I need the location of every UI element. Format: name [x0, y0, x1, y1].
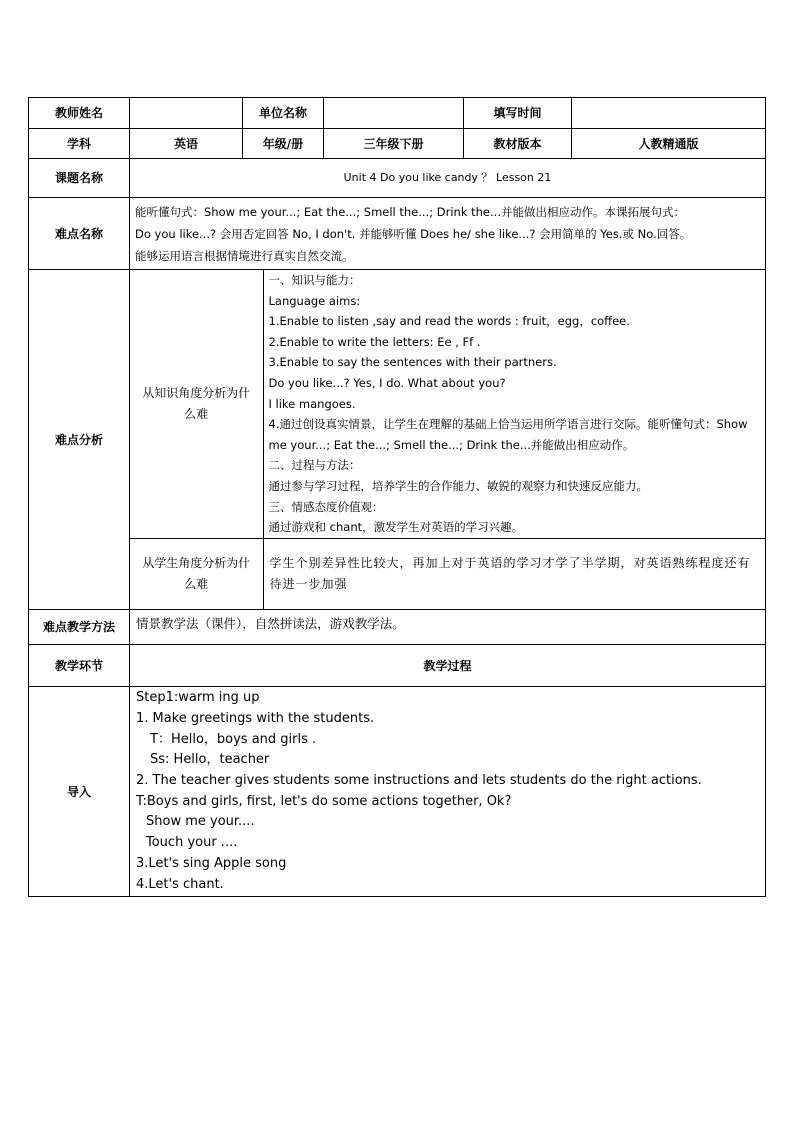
teacher-name-label: 教师姓名: [29, 98, 130, 129]
difficulty-text: [130, 198, 766, 270]
student-angle-label: 从学生角度分析为什么难: [130, 538, 263, 609]
knowledge-line: 1.Enable to listen ,say and read the words : fruit，egg，coffee.: [268, 314, 630, 329]
edition-label: 教材版本: [464, 129, 572, 159]
teacher-name-value: [130, 98, 243, 129]
subject-value: 英语: [130, 129, 243, 159]
teaching-stage-label: 教学环节: [29, 645, 130, 687]
grade-label: 年级/册: [243, 129, 324, 159]
lesson-plan-table: [28, 97, 766, 897]
teaching-process-label: 教学过程: [130, 645, 766, 687]
knowledge-line: Language aims:: [268, 293, 361, 308]
intro-line: 2. The teacher gives students some instructions and lets students do the right actions.: [136, 773, 702, 789]
difficulty-line: Do you like...? 会用否定回答 No, I don't. 并能够听懂 Does he/ she like...? 会用简单的 Yes.或 No.回答。: [135, 226, 692, 241]
topic-row: [29, 159, 766, 198]
intro-line: Ss: Hello，teacher: [150, 752, 270, 768]
knowledge-line: 三、情感态度价值观：: [268, 499, 384, 514]
edition-value: 人教精通版: [572, 129, 766, 159]
school-name-label: 单位名称: [243, 98, 324, 129]
intro-line: Step1:warm ing up: [136, 690, 260, 706]
grade-value: 三年级下册: [324, 129, 464, 159]
analysis-inner-table: [130, 270, 765, 609]
intro-line: Touch your ....: [146, 835, 238, 851]
knowledge-row: [130, 270, 765, 538]
knowledge-line: 3.Enable to say the sentences with their partners.: [268, 355, 557, 370]
intro-line: T：Hello，boys and girls .: [150, 731, 317, 747]
knowledge-line: Do you like...? Yes, I do. What about you?: [268, 375, 506, 390]
intro-label: 导入: [29, 687, 130, 897]
student-row: [130, 538, 765, 609]
method-value: 情景教学法（课件），自然拼读法，游戏教学法。: [130, 610, 766, 645]
student-angle-text: 学生个别差异性比较大，再加上对于英语的学习才学了半学期，对英语熟练程度还有待进一步加强: [263, 538, 765, 609]
method-row: [29, 610, 766, 645]
knowledge-line: I like mangoes.: [268, 396, 356, 411]
header-row: [29, 98, 766, 129]
difficulty-line: 能够运用语言根据情境进行真实自然交流。: [135, 248, 354, 263]
lesson-plan-page: [28, 97, 765, 897]
intro-content: [130, 687, 766, 897]
analysis-body: [130, 270, 766, 610]
intro-line: 3.Let's sing Apple song: [136, 855, 287, 871]
intro-row: [29, 687, 766, 897]
fill-date-label: 填写时间: [464, 98, 572, 129]
intro-line: 1. Make greetings with the students.: [136, 710, 375, 726]
analysis-row: [29, 270, 766, 610]
meta-row: [29, 129, 766, 159]
intro-line: Show me your....: [146, 814, 255, 830]
difficulty-line: 能听懂句式：Show me your...; Eat the...; Smell the...; Drink the...并能做出相应动作。本课拓展句式：: [135, 204, 685, 219]
intro-line: 4.Let's chant.: [136, 876, 224, 892]
topic-value: Unit 4 Do you like candy ？ Lesson 21: [130, 159, 766, 198]
difficulty-label: 难点名称: [29, 198, 130, 270]
knowledge-line: 二、过程与方法：: [268, 458, 361, 473]
knowledge-angle-text: [263, 270, 765, 538]
knowledge-line: 4.通过创设真实情景，让学生在理解的基础上恰当运用所学语言进行交际。能听懂句式：Show me your...; Eat the...; Smell the...; Drink the...并能做出相应动作。: [268, 417, 748, 452]
analysis-label: 难点分析: [29, 270, 130, 610]
knowledge-angle-label: 从知识角度分析为什么难: [130, 270, 263, 538]
difficulty-row: [29, 198, 766, 270]
topic-label: 课题名称: [29, 159, 130, 198]
knowledge-line: 一、知识与能力：: [268, 273, 361, 287]
method-label: 难点教学方法: [29, 610, 130, 645]
knowledge-line: 通过游戏和 chant，激发学生对英语的学习兴趣。: [268, 520, 524, 535]
intro-line: T:Boys and girls, first, let's do some actions together, Ok?: [136, 793, 512, 809]
fill-date-value: [572, 98, 766, 129]
knowledge-line: 2.Enable to write the letters: Ee , Ff .: [268, 334, 481, 349]
knowledge-line: 通过参与学习过程，培养学生的合作能力、敏锐的观察力和快速反应能力。: [268, 478, 648, 493]
subject-label: 学科: [29, 129, 130, 159]
process-header-row: [29, 645, 766, 687]
school-name-value: [324, 98, 464, 129]
